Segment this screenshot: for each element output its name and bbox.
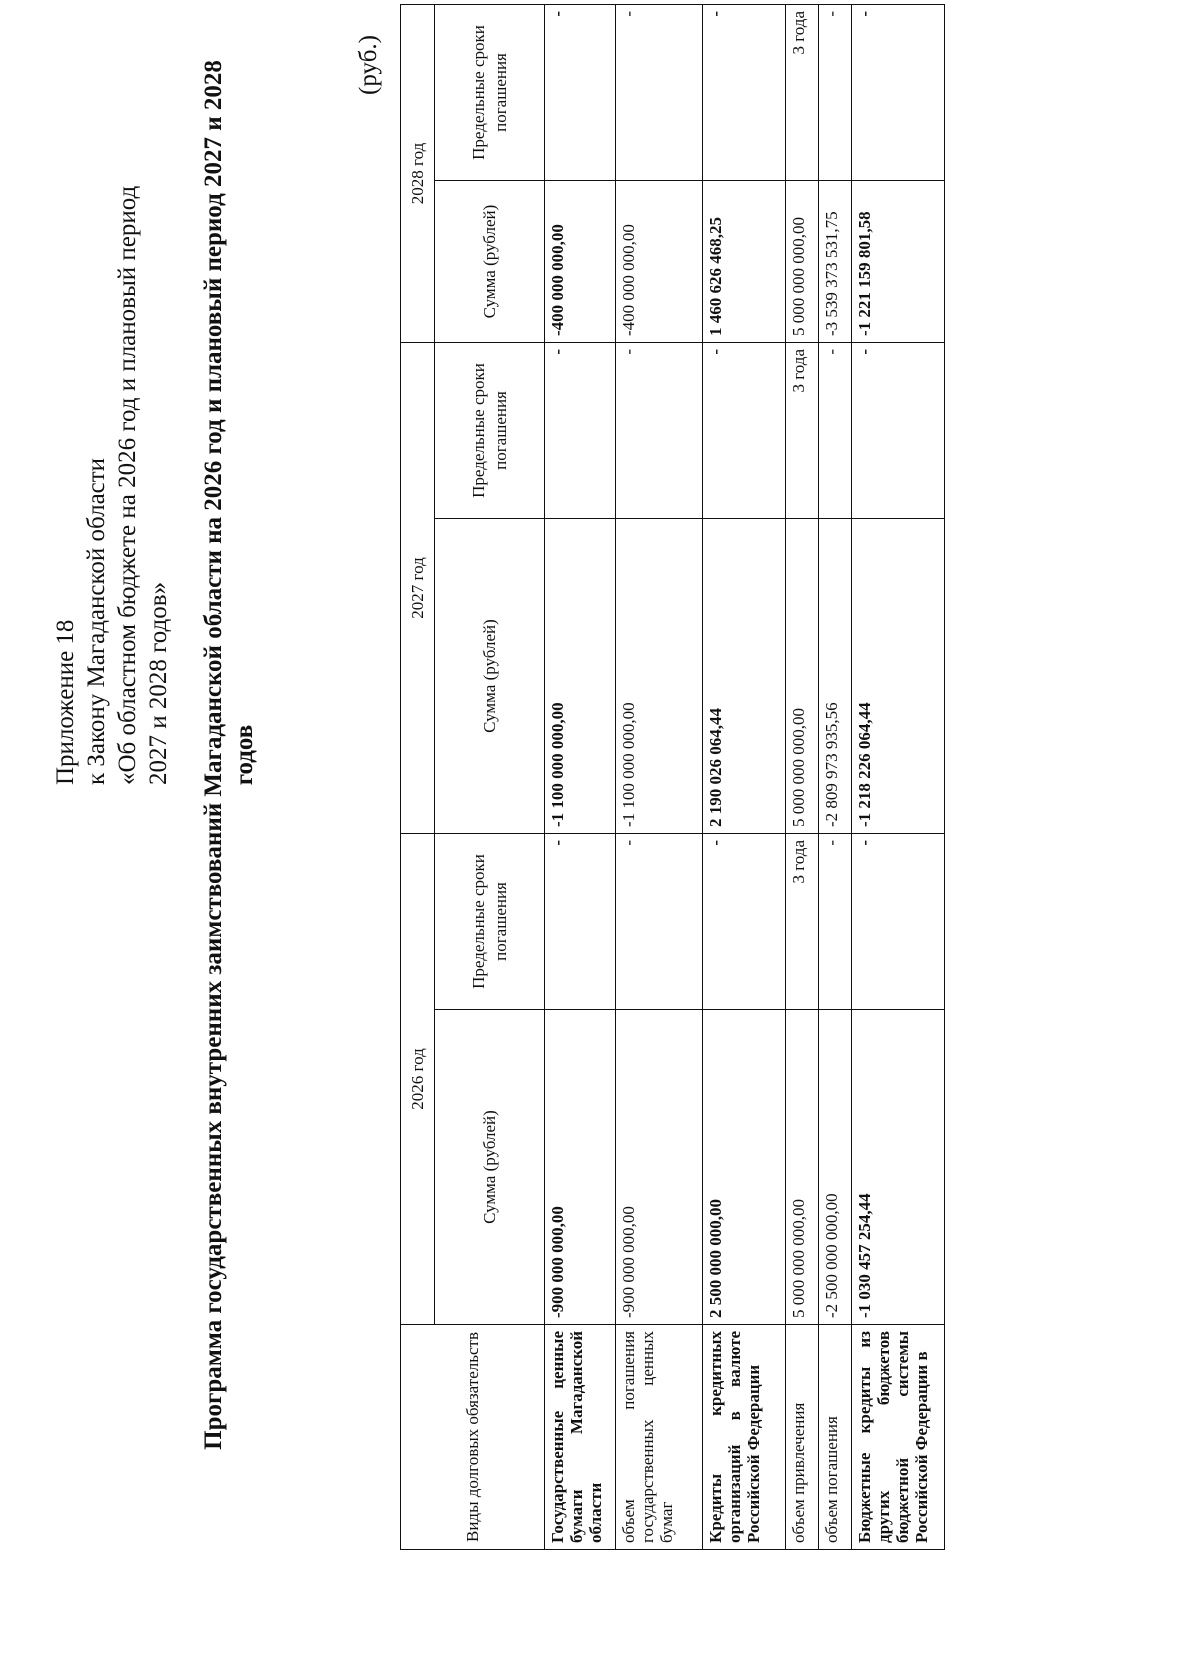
year-header-2028: 2028 год [401,5,435,343]
term-cell: - [852,343,945,519]
sum-cell: 5 000 000 000,00 [786,181,819,343]
term-cell: - [616,5,703,181]
sum-header: Сумма (рублей) [435,519,545,834]
year-header-2027: 2027 год [401,343,435,834]
table-row [819,5,852,1550]
term-cell: - [819,5,852,181]
term-cell: - [545,343,616,519]
sum-cell: -900 000 000,00 [616,1010,703,1325]
header-line: 2027 и 2028 годов» [145,581,172,785]
sum-header: Сумма (рублей) [435,181,545,343]
sum-cell: -1 100 000 000,00 [616,519,703,834]
term-cell: 3 года [786,343,819,519]
term-header: Предельные сроки погашения [435,834,545,1010]
sum-cell: 2 190 026 064,44 [703,519,786,834]
sum-cell: -2 500 000 000,00 [819,1010,852,1325]
table-row [852,5,945,1550]
header-line: Приложение 18 [52,619,79,785]
document-title: Программа государственных внутренних заимствований Магаданской области на 2026 год и плановый период 2027 и 2028 годов [200,60,258,1450]
term-cell: - [703,5,786,181]
table-row [786,5,819,1550]
term-cell: - [703,834,786,1010]
term-header: Предельные сроки погашения [435,5,545,181]
debt-type-cell: Бюджетные кредиты из других бюджетов бюджетной системы Российской Федерации в [852,1325,945,1550]
sum-cell: -1 218 226 064,44 [852,519,945,834]
appendix-header [50,25,174,785]
sum-cell: -1 100 000 000,00 [545,519,616,834]
sum-cell: 1 460 626 468,25 [703,181,786,343]
sum-cell: -2 809 973 935,56 [819,519,852,834]
term-cell: - [703,343,786,519]
table-row [545,5,616,1550]
debt-type-cell: Кредиты кредитных организаций в валюте Российской Федерации [703,1325,786,1550]
term-cell: - [852,834,945,1010]
table-row [703,5,786,1550]
borrowing-table [400,4,945,1550]
term-cell: - [819,343,852,519]
header-line: «Об областном бюджете на 2026 год и плановый период [114,185,141,785]
unit-label: (руб.) [355,35,382,95]
term-cell: - [545,834,616,1010]
sum-cell: 5 000 000 000,00 [786,519,819,834]
sum-cell: 2 500 000 000,00 [703,1010,786,1325]
term-cell: - [616,834,703,1010]
table-row [616,5,703,1550]
term-cell: 3 года [786,5,819,181]
debt-type-cell: объем погашения [819,1325,852,1550]
term-cell: - [819,834,852,1010]
year-header-2026: 2026 год [401,834,435,1325]
debt-type-cell: объем погашения государственных ценных бумаг [616,1325,703,1550]
sum-cell: 5 000 000 000,00 [786,1010,819,1325]
sum-cell: -400 000 000,00 [616,181,703,343]
sum-cell: -900 000 000,00 [545,1010,616,1325]
sum-header: Сумма (рублей) [435,1010,545,1325]
sum-cell: -1 221 159 801,58 [852,181,945,343]
term-cell: 3 года [786,834,819,1010]
term-cell: - [545,5,616,181]
debt-type-cell: Государственные ценные бумаги Магаданской области [545,1325,616,1550]
term-cell: - [852,5,945,181]
debt-type-cell: объем привлечения [786,1325,819,1550]
header-line: к Закону Магаданской области [83,457,110,785]
debt-type-header: Виды долговых обязательств [401,1325,545,1550]
term-header: Предельные сроки погашения [435,343,545,519]
sum-cell: -400 000 000,00 [545,181,616,343]
term-cell: - [616,343,703,519]
sum-cell: -3 539 373 531,75 [819,181,852,343]
sum-cell: -1 030 457 254,44 [852,1010,945,1325]
